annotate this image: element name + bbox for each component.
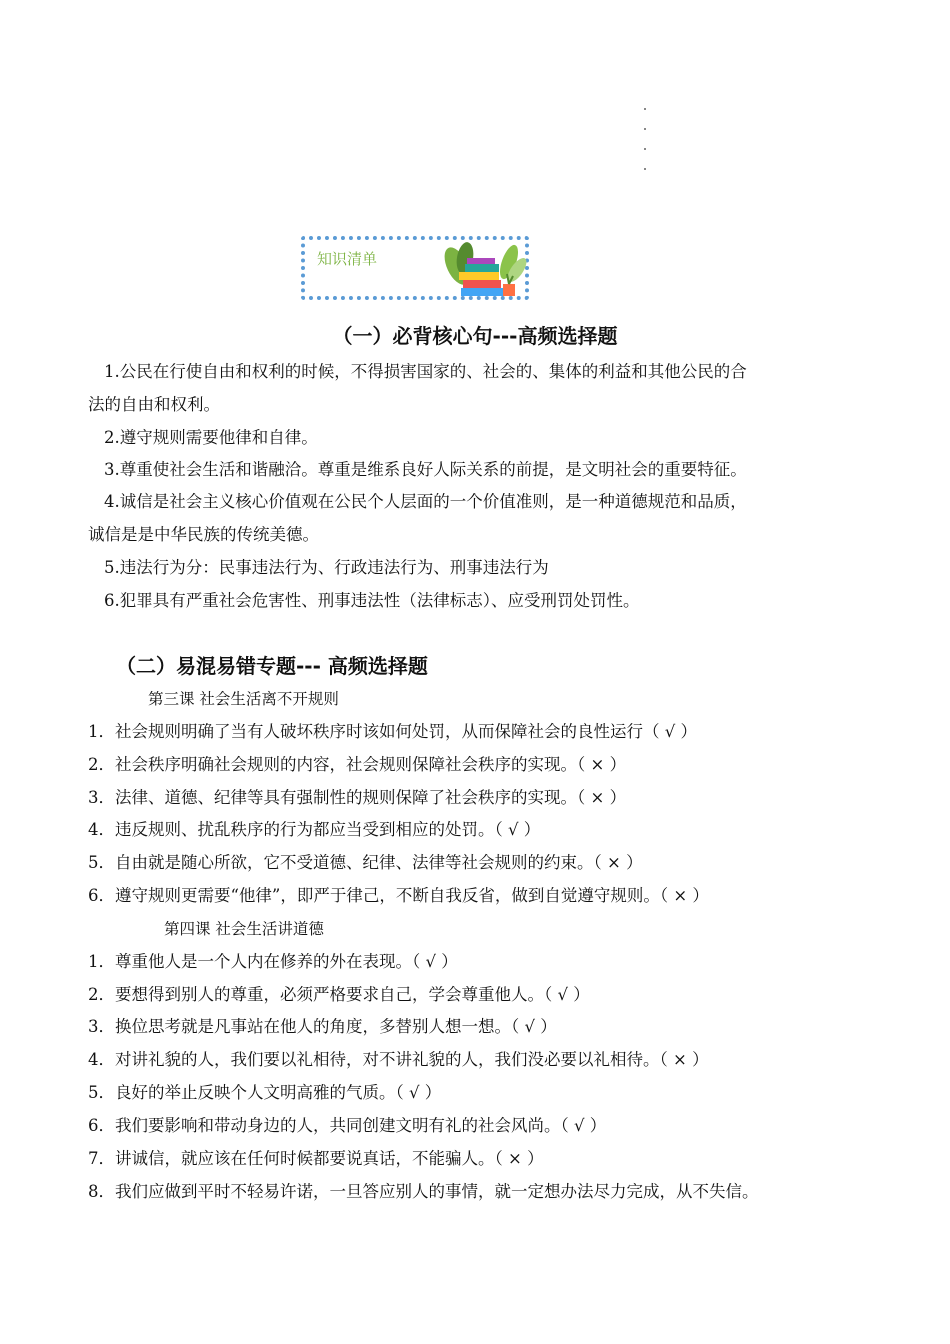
- lesson4-item: 1．尊重他人是一个人内在修养的外在表现。（ √ ）: [88, 952, 458, 971]
- lesson4-item: 7．讲诚信，就应该在任何时候都要说真话，不能骗人。（ × ）: [88, 1149, 544, 1168]
- knowledge-list-badge: [301, 236, 529, 300]
- lesson3-title: 第三课 社会生活离不开规则: [148, 690, 339, 708]
- lesson4-item: 2．要想得到别人的尊重，必须严格要求自己，学会尊重他人。（ √ ）: [88, 985, 590, 1004]
- lesson3-item: 5．自由就是随心所欲，它不受道德、纪律、法律等社会规则的约束。（ × ）: [88, 853, 643, 872]
- lesson3-item: 2．社会秩序明确社会规则的内容，社会规则保障社会秩序的实现。（ × ）: [88, 755, 627, 774]
- section1-line: 法的自由和权利。: [88, 395, 220, 414]
- lesson3-item: 1．社会规则明确了当有人破坏秩序时该如何处罚，从而保障社会的良性运行（ √ ）: [88, 722, 698, 741]
- section1-line: 4.诚信是社会主义核心价值观在公民个人层面的一个价值准则，是一种道德规范和品质，: [104, 492, 747, 511]
- lesson3-item: 6．遵守规则更需要“他律”，即严于律己，不断自我反省，做到自觉遵守规则。（ × ）: [88, 886, 709, 905]
- margin-dots: [644, 108, 650, 188]
- lesson4-item: 8．我们应做到平时不轻易许诺，一旦答应别人的事情，就一定想办法尽力完成，从不失信。: [88, 1182, 759, 1201]
- books-plant-icon: [443, 240, 527, 300]
- section1-line: 6.犯罪具有严重社会危害性、刑事违法性（法律标志）、应受刑罚处罚性。: [104, 591, 640, 610]
- section1-line: 5.违法行为分：民事违法行为、行政违法行为、刑事违法行为: [104, 558, 549, 577]
- section1-line: 1.公民在行使自由和权利的时候，不得损害国家的、社会的、集体的利益和其他公民的合: [104, 362, 747, 381]
- lesson4-item: 6．我们要影响和带动身边的人，共同创建文明有礼的社会风尚。（ √ ）: [88, 1116, 607, 1135]
- section1-line: 2.遵守规则需要他律和自律。: [104, 428, 318, 447]
- lesson4-item: 3．换位思考就是凡事站在他人的角度，多替别人想一想。（ √ ）: [88, 1017, 557, 1036]
- section1-title: （一）必背核心句---高频选择题: [332, 324, 618, 348]
- badge-label: 知识清单: [317, 250, 378, 268]
- lesson4-item: 4．对讲礼貌的人，我们要以礼相待，对不讲礼貌的人，我们没必要以礼相待。（ × ）: [88, 1050, 709, 1069]
- section1-line: 3.尊重使社会生活和谐融洽。尊重是维系良好人际关系的前提，是文明社会的重要特征。: [104, 460, 747, 479]
- lesson3-item: 3．法律、道德、纪律等具有强制性的规则保障了社会秩序的实现。（ × ）: [88, 788, 627, 807]
- section1-line: 诚信是是中华民族的传统美德。: [88, 525, 319, 544]
- lesson4-item: 5．良好的举止反映个人文明高雅的气质。（ √ ）: [88, 1083, 442, 1102]
- lesson4-title: 第四课 社会生活讲道德: [164, 920, 324, 938]
- section2-title: （二）易混易错专题--- 高频选择题: [116, 654, 428, 678]
- lesson3-item: 4．违反规则、扰乱秩序的行为都应当受到相应的处罚。（ √ ）: [88, 820, 541, 839]
